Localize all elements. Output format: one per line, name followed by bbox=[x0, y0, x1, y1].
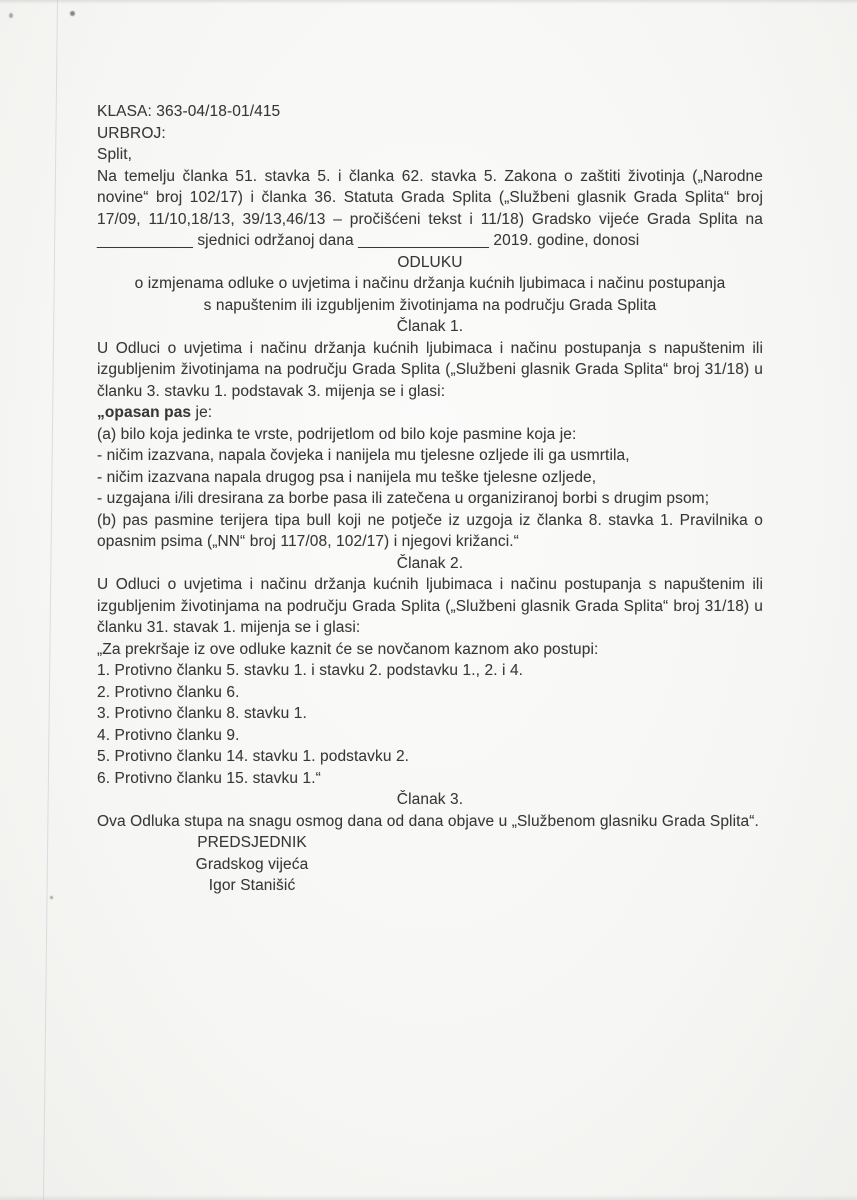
article2-heading: Članak 2. bbox=[396, 554, 464, 572]
scan-bottom-edge-artifact bbox=[0, 1195, 857, 1200]
definition-subitem: - ničim izazvana napala drugog psa i nanijela mu teške tjelesne ozljede, bbox=[97, 468, 597, 486]
definition-subitem: - ničim izazvana, napala čovjeka i nanijela mu tjelesne ozljede ili ga usmrtila, bbox=[97, 447, 630, 464]
preamble-paragraph: Na temelju članka 51. stavka 5. i članka 62. stavka 5. Zakona o zaštiti životinja („Narodne novine“ broj 102/17) i članka 36. Statuta Grada Splita („Službeni glasnik Grada Splita“ broj 17/09, 11/10,18/13, 39/13,46/13 – pročišćeni tekst i 11/18) Gradsko vijeće Grada Splita na ___________ sjednici održanoj dana _______________ 2019. godine, donosi bbox=[97, 167, 763, 249]
definition-item-a: (a) bilo koja jedinka te vrste, podrijetlom od bilo koje pasmine koja je: bbox=[97, 425, 577, 443]
scan-speck-artifact bbox=[70, 11, 75, 16]
penalties-list-item: 4. Protivno članku 9. bbox=[97, 726, 240, 744]
decision-title-line3: s napuštenim ili izgubljenim životinjama na području Grada Splita bbox=[203, 296, 657, 314]
article3-heading: Članak 3. bbox=[396, 791, 464, 808]
penalties-list-item: 1. Protivno članku 5. stavku 1. i stavku 2. podstavku 1., 2. i 4. bbox=[97, 662, 524, 679]
article1-heading: Članak 1. bbox=[396, 318, 464, 335]
scan-top-edge-artifact bbox=[0, 0, 857, 4]
document-body bbox=[97, 101, 763, 897]
penalties-list-item: 6. Protivno članku 15. stavku 1.“ bbox=[97, 769, 321, 787]
penalties-list-item: 5. Protivno članku 14. stavku 1. podstavku 2. bbox=[97, 748, 410, 765]
dangerous-dog-term-rest: je: bbox=[191, 404, 213, 421]
signatory-title-line1: PREDSJEDNIK bbox=[197, 834, 307, 851]
signatory-name: Igor Stanišić bbox=[208, 877, 296, 894]
document-header-block bbox=[97, 101, 763, 166]
penalties-list-item: 2. Protivno članku 6. bbox=[97, 683, 240, 701]
definition-item-b: (b) pas pasmine terijera tipa bull koji ne potječe iz uzgoja iz članka 8. stavka 1. Pravilnika o opasnim psima („NN“ broj 117/08, 102/17) i njegovi križanci.“ bbox=[97, 511, 763, 550]
article2-intro-paragraph: U Odluci o uvjetima i načinu držanja kućnih ljubimaca i načinu postupanja s napuštenim ili izgubljenim životinjama na području Grada Splita („Službeni glasnik Grada Splita“ broj 31/18) u članku 31. stavak 1. mijenja se i glasi: bbox=[97, 576, 763, 636]
urbroj-line: URBROJ: bbox=[97, 124, 166, 142]
scan-speck-artifact bbox=[9, 13, 13, 18]
decision-title-line2: o izmjenama odluke o uvjetima i načinu držanja kućnih ljubimaca i načinu postupanja bbox=[134, 275, 726, 292]
klasa-line: KLASA: 363-04/18-01/415 bbox=[97, 103, 281, 120]
dangerous-dog-term: „opasan pas bbox=[97, 404, 192, 421]
definition-subitem: - uzgajana i/ili dresirana za borbe pasa ili zatečena u organiziranoj borbi s drugim psom; bbox=[97, 490, 710, 507]
penalties-list-item: 3. Protivno članku 8. stavku 1. bbox=[97, 705, 307, 722]
penalties-lead-line: „Za prekršaje iz ove odluke kaznit će se novčanom kaznom ako postupi: bbox=[97, 640, 599, 658]
signature-block bbox=[97, 832, 407, 897]
scan-vertical-line-artifact bbox=[43, 0, 58, 1200]
signatory-title-line2: Gradskog vijeća bbox=[195, 855, 309, 873]
dangerous-dog-definition-lead bbox=[97, 402, 763, 424]
decision-title-word: ODLUKU bbox=[397, 253, 463, 271]
entry-into-force-paragraph: Ova Odluka stupa na snagu osmog dana od dana objave u „Službenom glasniku Grada Splita“. bbox=[97, 812, 759, 830]
scan-speck-artifact bbox=[50, 896, 53, 899]
article1-intro-paragraph: U Odluci o uvjetima i načinu držanja kućnih ljubimaca i načinu postupanja s napuštenim ili izgubljenim životinjama na području Grada Splita („Službeni glasnik Grada Splita“ broj 31/18) u članku 3. stavku 1. podstavak 3. mijenja se i glasi: bbox=[97, 339, 763, 400]
decision-title bbox=[97, 252, 763, 317]
penalties-list bbox=[97, 660, 763, 789]
place-line: Split, bbox=[97, 146, 133, 163]
